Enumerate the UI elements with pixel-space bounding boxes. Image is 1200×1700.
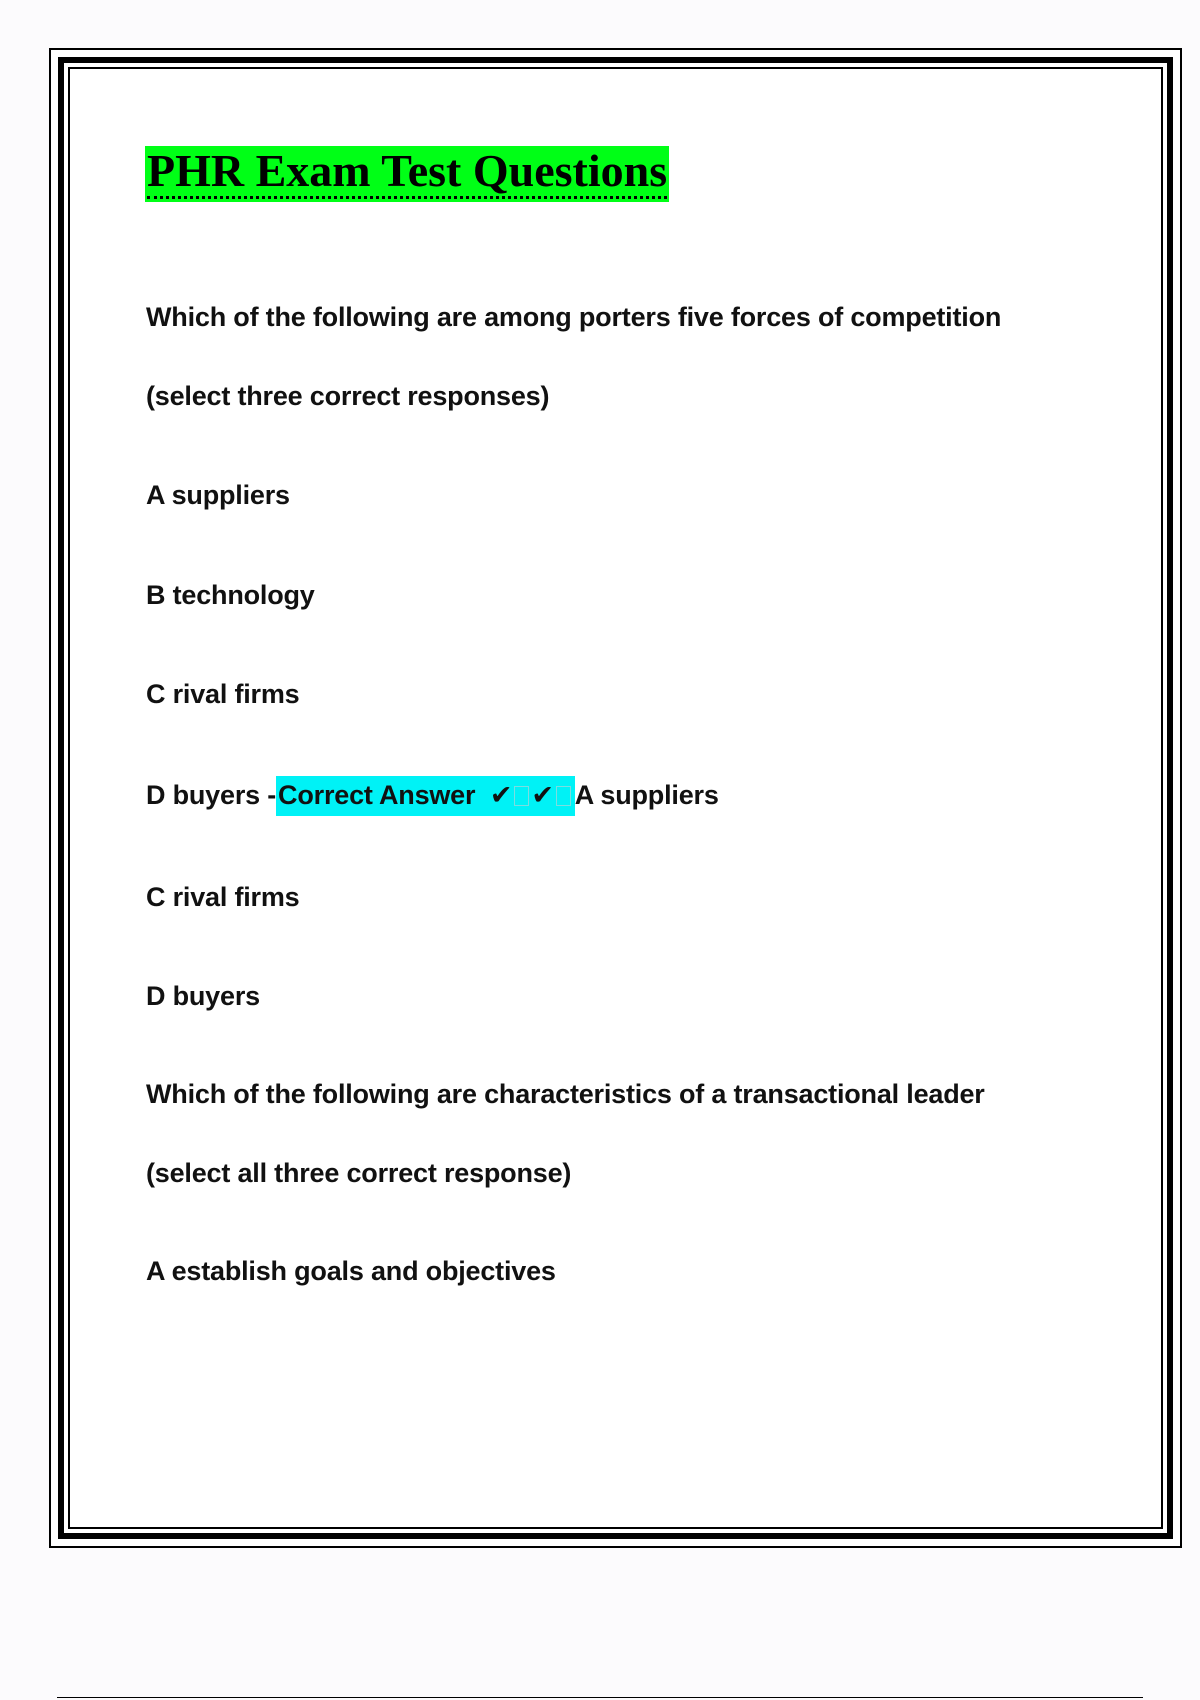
question-1-option-b: B technology — [146, 580, 315, 610]
correct-answer-highlight — [276, 776, 575, 816]
correct-answer-label: Correct Answer — [278, 780, 476, 810]
footer-rule — [57, 1697, 1143, 1698]
question-1-stem: Which of the following are among porters five forces of competition — [146, 302, 1002, 332]
question-2-option-a: A establish goals and objectives — [146, 1256, 556, 1286]
question-2-instruction: (select all three correct response) — [146, 1158, 572, 1188]
answer-item-d: D buyers — [146, 981, 260, 1011]
answer-prefix: D buyers - — [146, 780, 277, 810]
empty-box-icon — [514, 786, 529, 806]
checkmark-icon: ✔ — [531, 780, 554, 811]
checkmark-icon: ✔ — [489, 780, 513, 811]
question-1-instruction: (select three correct responses) — [146, 381, 550, 411]
answer-first-item: A suppliers — [574, 780, 719, 810]
title-highlight — [145, 146, 669, 202]
answer-item-c: C rival firms — [146, 882, 300, 912]
question-1-option-c: C rival firms — [146, 679, 300, 709]
empty-box-icon — [556, 786, 571, 806]
page-title: PHR Exam Test Questions — [147, 146, 667, 199]
question-2-stem: Which of the following are characteristics of a transactional leader — [146, 1079, 985, 1109]
question-1-option-a: A suppliers — [146, 480, 290, 510]
question-1-answer-line — [146, 780, 719, 811]
